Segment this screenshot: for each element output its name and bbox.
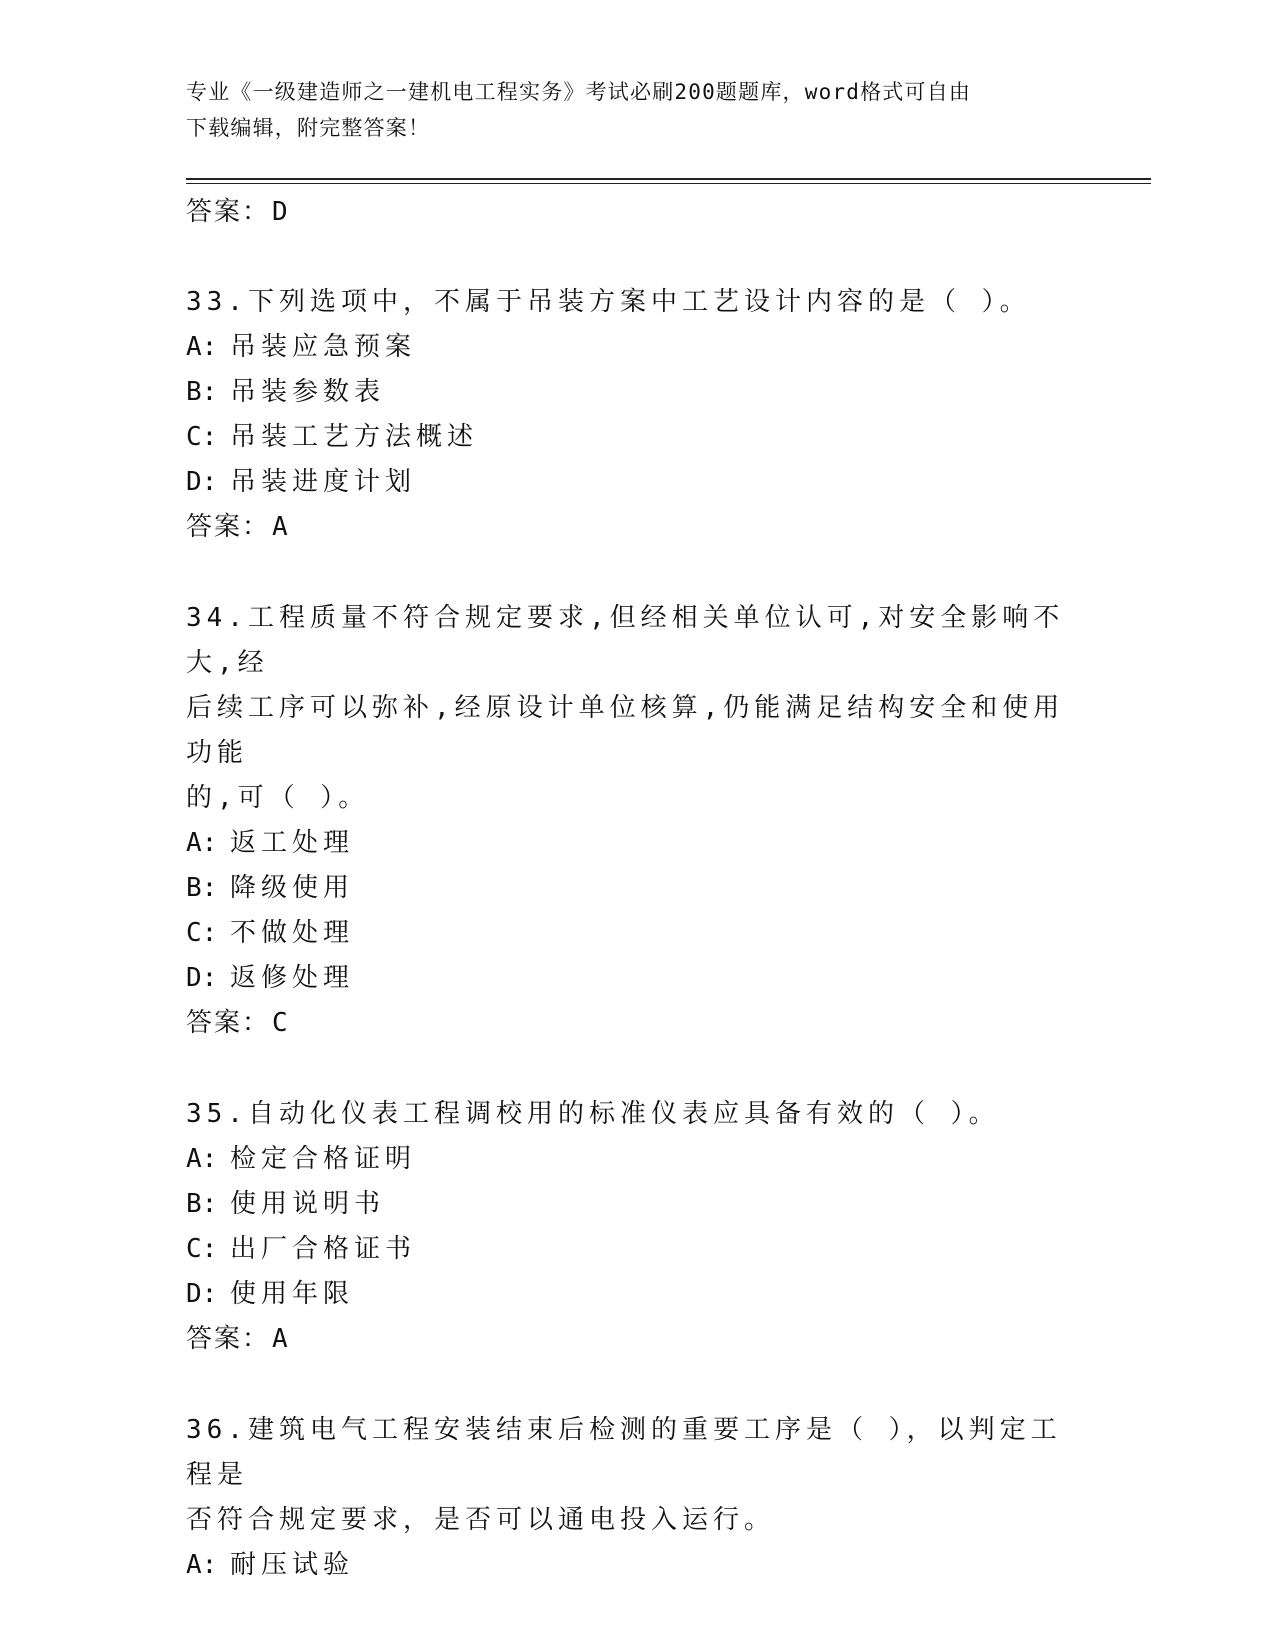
option-text: 吊装应急预案	[230, 332, 417, 362]
answer-value: A	[272, 1324, 290, 1354]
option-a	[186, 1137, 1086, 1182]
option-text: 使用年限	[230, 1279, 355, 1309]
question-36	[186, 1408, 1086, 1588]
option-a	[186, 325, 1086, 370]
header-divider-thick	[186, 178, 1151, 180]
option-d	[186, 1272, 1086, 1317]
option-key: A:	[186, 1550, 218, 1580]
option-text: 出厂合格证书	[230, 1234, 417, 1264]
question-answer	[186, 1317, 1086, 1362]
previous-answer	[186, 190, 1086, 235]
option-c	[186, 911, 1086, 956]
option-text: 降级使用	[230, 873, 355, 903]
option-b	[186, 866, 1086, 911]
question-text-line: 34.工程质量不符合规定要求,但经相关单位认可,对安全影响不大,经	[186, 603, 1065, 678]
option-key: B:	[186, 873, 218, 903]
option-d	[186, 460, 1086, 505]
option-key: A:	[186, 1144, 218, 1174]
option-text: 返工处理	[230, 828, 355, 858]
option-c	[186, 1227, 1086, 1272]
option-key: C:	[186, 918, 218, 948]
option-text: 检定合格证明	[230, 1144, 417, 1174]
option-key: C:	[186, 422, 218, 452]
option-key: D:	[186, 467, 218, 497]
question-answer	[186, 505, 1086, 550]
option-a	[186, 1543, 1086, 1588]
question-33	[186, 280, 1086, 550]
option-key: C:	[186, 1234, 218, 1264]
header-line-1: 专业《一级建造师之一建机电工程实务》考试必刷200题题库，word格式可自由	[186, 80, 972, 104]
option-text: 使用说明书	[230, 1189, 386, 1219]
answer-label: 答案：	[186, 197, 271, 227]
question-text-line: 的,可（ ）。	[186, 783, 370, 813]
question-34	[186, 596, 1086, 1046]
option-text: 吊装参数表	[230, 377, 386, 407]
option-key: D:	[186, 963, 218, 993]
question-text-line: 否符合规定要求，是否可以通电投入运行。	[186, 1505, 776, 1535]
question-text-line: 35.自动化仪表工程调校用的标准仪表应具备有效的（ ）。	[186, 1099, 1000, 1129]
page-header	[186, 74, 1066, 146]
option-key: A:	[186, 332, 218, 362]
option-key: B:	[186, 377, 218, 407]
option-key: D:	[186, 1279, 218, 1309]
answer-label: 答案：	[186, 1008, 271, 1038]
option-text: 耐压试验	[230, 1550, 355, 1580]
answer-value: A	[272, 512, 290, 542]
answer-label: 答案：	[186, 1324, 271, 1354]
option-a	[186, 821, 1086, 866]
option-b	[186, 1182, 1086, 1227]
question-text-line: 33.下列选项中，不属于吊装方案中工艺设计内容的是（ ）。	[186, 287, 1031, 317]
header-line-2: 下载编辑，附完整答案！	[186, 116, 431, 140]
header-divider-thin	[186, 183, 1151, 184]
option-b	[186, 370, 1086, 415]
option-text: 吊装进度计划	[230, 467, 417, 497]
question-list	[186, 190, 1086, 1588]
option-text: 不做处理	[230, 918, 355, 948]
question-text-line: 后续工序可以弥补,经原设计单位核算,仍能满足结构安全和使用功能	[186, 693, 1065, 768]
answer-label: 答案：	[186, 512, 271, 542]
option-key: A:	[186, 828, 218, 858]
answer-value: C	[272, 1008, 290, 1038]
question-answer	[186, 1001, 1086, 1046]
option-text: 返修处理	[230, 963, 355, 993]
option-c	[186, 415, 1086, 460]
question-35	[186, 1092, 1086, 1362]
option-d	[186, 956, 1086, 1001]
option-key: B:	[186, 1189, 218, 1219]
option-text: 吊装工艺方法概述	[230, 422, 479, 452]
answer-value: D	[272, 197, 290, 227]
question-text-line: 36.建筑电气工程安装结束后检测的重要工序是（ ），以判定工程是	[186, 1415, 1062, 1490]
